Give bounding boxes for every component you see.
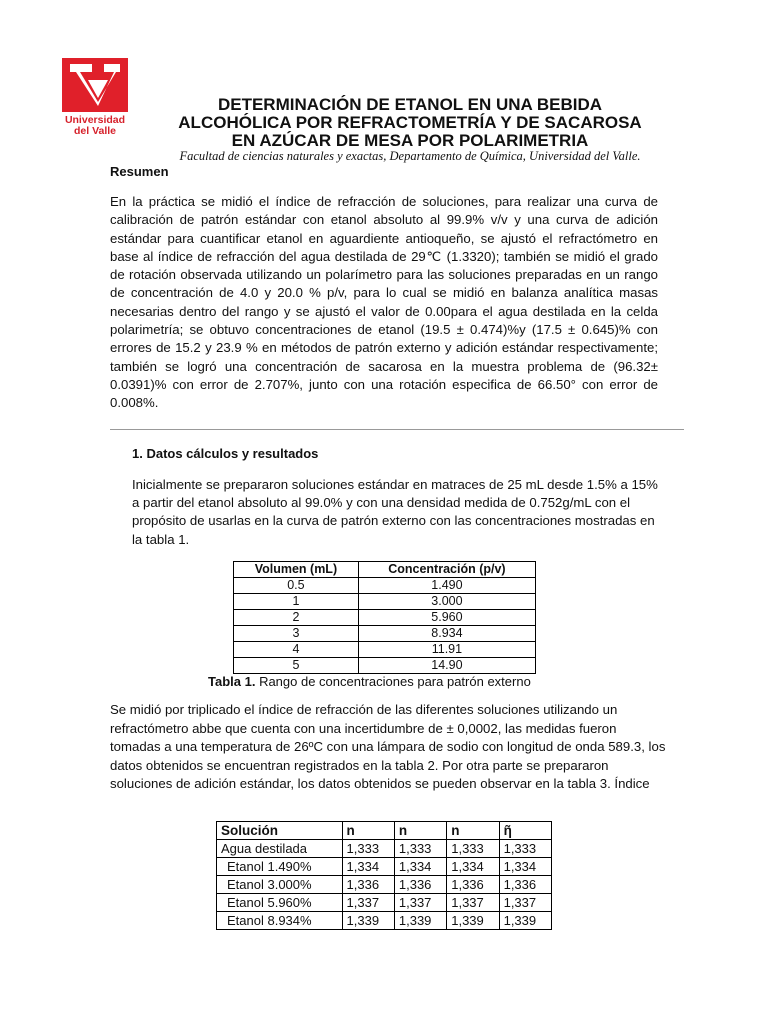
logo-line-2: del Valle (73, 125, 117, 137)
table-cell: 3.000 (358, 594, 535, 610)
table-1-header-concentration: Concentración (p/v) (358, 562, 535, 578)
table-2 (216, 821, 552, 930)
table-2-header-n1: n (342, 822, 394, 840)
table-cell: 1,336 (394, 876, 446, 894)
table-cell: 1,339 (394, 912, 446, 930)
table-cell: 1.490 (358, 578, 535, 594)
table-cell: Etanol 1.490% (217, 858, 343, 876)
table-cell: 1,337 (447, 894, 499, 912)
paper-title (140, 96, 680, 150)
table-row (234, 626, 536, 642)
table-cell: 1,336 (447, 876, 499, 894)
table-row (217, 876, 552, 894)
table-cell: 0.5 (234, 578, 359, 594)
table-cell: 1,337 (499, 894, 551, 912)
table-row (234, 578, 536, 594)
table-row (217, 840, 552, 858)
title-line-3: EN AZÚCAR DE MESA POR POLARIMETRIA (231, 131, 589, 150)
table-2-header-solution: Solución (217, 822, 343, 840)
table-cell: 3 (234, 626, 359, 642)
table-cell: 1,333 (447, 840, 499, 858)
table-1-header-volume: Volumen (mL) (234, 562, 359, 578)
table-2-header-n2: n (394, 822, 446, 840)
table-cell: 8.934 (358, 626, 535, 642)
table-row (234, 642, 536, 658)
table-row (217, 912, 552, 930)
section-paragraph-2: Se midió por triplicado el índice de refracción de las diferentes soluciones utilizando un refractómetro abbe que cuenta con una incertidumbre de ± 0,0002, las medidas fueron tomadas a una temperatura de 26ºC con una lámpara de sodio con longitud de onda 589.3, los datos obtenidos se encuentran registrados en la tabla 2. Por otra parte se prepararon soluciones de adición estándar, los datos obtenidos se pueden observar en la tabla 3. Índice (110, 702, 666, 791)
table-row (234, 594, 536, 610)
title-line-1: DETERMINACIÓN DE ETANOL EN UNA BEBIDA (217, 95, 603, 114)
table-1-caption-label: Tabla 1. (208, 674, 256, 689)
affiliation: Facultad de ciencias naturales y exactas, Departamento de Química, Universidad del Valle. (179, 149, 641, 163)
table-cell: 1,339 (447, 912, 499, 930)
table-row (234, 658, 536, 674)
table-1-caption (208, 674, 531, 689)
table-cell: 14.90 (358, 658, 535, 674)
table-cell: 1,336 (342, 876, 394, 894)
university-logo (62, 58, 128, 137)
table-cell: 1,334 (447, 858, 499, 876)
title-line-2: ALCOHÓLICA POR REFRACTOMETRÍA Y DE SACAROSA (178, 113, 642, 132)
table-cell: 1,336 (499, 876, 551, 894)
table-1-header-row (234, 562, 536, 578)
table-cell: 1,333 (499, 840, 551, 858)
section-divider (110, 429, 684, 430)
table-row (217, 894, 552, 912)
table-cell: 1,333 (342, 840, 394, 858)
abstract-text: En la práctica se midió el índice de refracción de soluciones, para realizar una curva de calibración de patrón estándar con etanol absoluto al 99.9% v/v y una curva de adición estándar para cuantificar etanol en aguardiente antioqueño, se ajustó el refractómetro en base al índice de refracción del agua destilada de 29℃ (1.3320); también se midió el grado de rotación observada utilizando un polarímetro para las soluciones preparadas en un rango de concentración de 4.0 y 20.0 % p/v, para lo cual se midió en balanza analítica masas necesarias dentro del rango y se ajustó el valor de 0.00para el agua destilada en la celda polarimetría; se obtuvo concentraciones de etanol (19.5 ± 0.474)%y (17.5 ± 0.645)% con errores de 15.2 y 23.9 % en métodos de patrón externo y adición estándar respectivamente; también se logró una concentración de sacarosa en la muestra problema de (96.32± 0.0391)% con error de 2.707%, junto con una rotación especifica de 66.50° con error de 0.008%. (110, 194, 658, 411)
table-2-header-mean: ῆ (499, 822, 551, 840)
logo-text (62, 115, 128, 137)
table-cell: Etanol 8.934% (217, 912, 343, 930)
table-cell: Etanol 3.000% (217, 876, 343, 894)
logo-mark-icon (62, 58, 128, 112)
section-paragraph-1: Inicialmente se prepararon soluciones estándar en matraces de 25 mL desde 1.5% a 15% a partir del etanol absoluto al 99.0% y con una densidad medida de 0.752g/mL con el propósito de usarlas en la curva de patrón externo con las concentraciones mostradas en la tabla 1. (132, 477, 658, 547)
section-heading: 1. Datos cálculos y resultados (132, 446, 319, 461)
logo-line-1: Universidad (64, 114, 126, 126)
table-cell: 1,337 (342, 894, 394, 912)
table-2-header-n3: n (447, 822, 499, 840)
table-cell: 1,337 (394, 894, 446, 912)
table-cell: 1,334 (499, 858, 551, 876)
table-cell: 2 (234, 610, 359, 626)
abstract-heading: Resumen (110, 164, 169, 179)
table-cell: Agua destilada (217, 840, 343, 858)
table-1 (233, 561, 536, 674)
table-cell: 5.960 (358, 610, 535, 626)
table-cell: 1,339 (342, 912, 394, 930)
table-cell: 1,333 (394, 840, 446, 858)
table-row (234, 610, 536, 626)
table-cell: 4 (234, 642, 359, 658)
table-cell: 11.91 (358, 642, 535, 658)
table-cell: 5 (234, 658, 359, 674)
table-1-caption-text: Rango de concentraciones para patrón externo (255, 674, 531, 689)
table-cell: Etanol 5.960% (217, 894, 343, 912)
table-cell: 1 (234, 594, 359, 610)
table-2-header-row (217, 822, 552, 840)
table-cell: 1,339 (499, 912, 551, 930)
table-row (217, 858, 552, 876)
table-cell: 1,334 (342, 858, 394, 876)
table-cell: 1,334 (394, 858, 446, 876)
